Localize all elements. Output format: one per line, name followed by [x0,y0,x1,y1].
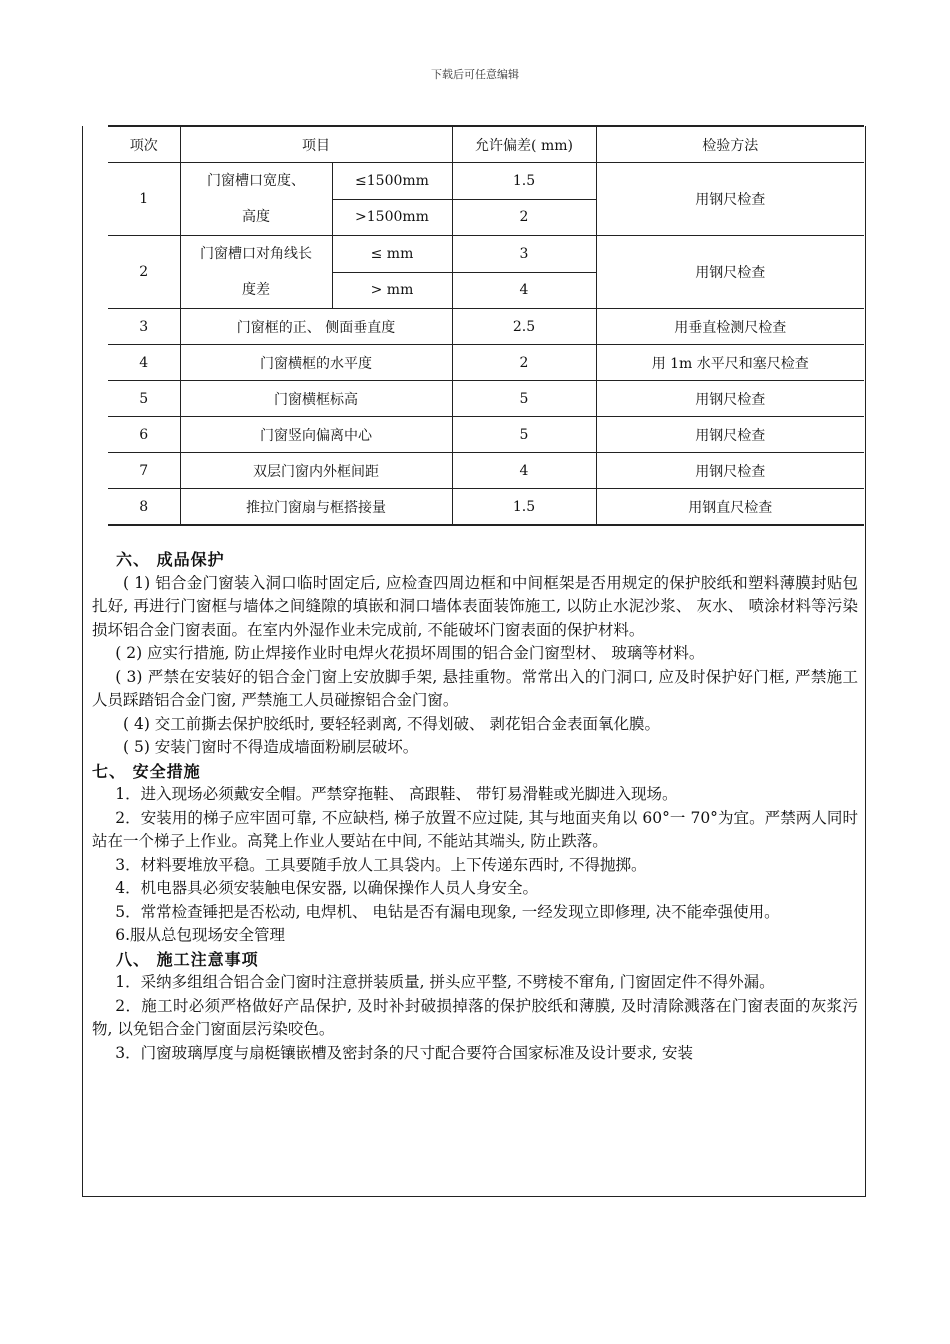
section-8-title: 八、 施工注意事项 [116,949,259,969]
row-item: 门窗横框标高 [180,381,452,417]
row-sub-item: ≤ mm [332,236,452,273]
row-tolerance: 4 [452,453,596,489]
section-6-title: 六、 成品保护 [116,550,225,569]
row-tolerance: 2 [452,199,596,236]
row-no: 8 [108,489,180,526]
row-item [180,236,332,309]
row-item: 门窗框的正、 侧面垂直度 [180,309,452,345]
table-row [108,345,864,381]
row-tolerance: 5 [452,381,596,417]
row-tolerance: 1.5 [452,489,596,526]
row-method: 用 1m 水平尺和塞尺检查 [596,345,864,381]
section-6-paragraph-2: ( 2) 应实行措施, 防止焊接作业时电焊火花损坏周围的铝合金门窗型材、 玻璃等材料。 [115,644,705,662]
section-7-paragraph-1: 1．进入现场必须戴安全帽。严禁穿拖鞋、 高跟鞋、 带钉易滑鞋或光脚进入现场。 [115,785,678,803]
row-no: 1 [108,163,180,236]
row-item: 双层门窗内外框间距 [180,453,452,489]
row-method: 用钢直尺检查 [596,489,864,526]
row-tolerance: 3 [452,236,596,273]
section-8-paragraph-2: 2．施工时必须严格做好产品保护, 及时补封破损掉落的保护胶纸和薄膜, 及时清除溅落在门窗表面的灰浆污物, 以免铝合金门窗面层污染咬色。 [92,996,858,1038]
row-method: 用垂直检测尺检查 [596,309,864,345]
row-item-line2: 高度 [242,209,270,225]
row-tolerance: 2.5 [452,309,596,345]
page-header: 下载后可任意编辑 [431,68,519,81]
row-method: 用钢尺检查 [596,163,864,236]
row-method: 用钢尺检查 [596,236,864,309]
section-6-paragraph-5: ( 5) 安装门窗时不得造成墙面粉刷层破坏。 [123,738,419,756]
row-no: 4 [108,345,180,381]
row-tolerance: 2 [452,345,596,381]
row-no: 2 [108,236,180,309]
section-6-paragraph-4: ( 4) 交工前撕去保护胶纸时, 要轻轻剥离, 不得划破、 剥花铝合金表面氧化膜。 [123,714,660,733]
row-item-line1: 门窗槽口宽度、 [207,173,305,189]
row-item-line1: 门窗槽口对角线长 [200,246,312,262]
row-item: 门窗竖向偏离中心 [180,417,452,453]
table-row [108,381,864,417]
section-7-paragraph-2: 2．安装用的梯子应牢固可靠, 不应缺档, 梯子放置不应过陡, 其与地面夹角以 60°一 70°为宜。严禁两人同时站在一个梯子上作业。高凳上作业人要站在中间, 不能站其端头, 防止跌落。 [92,808,858,850]
section-6-paragraph-1: ( 1) 铝合金门窗装入洞口临时固定后, 应检查四周边框和中间框架是否用规定的保护胶纸和塑料薄膜封贴包扎好, 再进行门窗框与墙体之间缝隙的填嵌和洞口墙体表面装饰施工, 以防止水泥沙浆、 灰水、 喷涂材料等污染损坏铝合金门窗表面。在室内外湿作业未完成前, 不能破坏门窗表面的保护材料。 [92,573,858,639]
document-body [92,548,858,1065]
row-no: 5 [108,381,180,417]
table-row [108,489,864,526]
table-row [108,417,864,453]
row-tolerance: 5 [452,417,596,453]
section-7-paragraph-3: 3．材料要堆放平稳。工具要随手放人工具袋内。上下传递东西时, 不得抛掷。 [115,855,647,874]
section-7-paragraph-4: 4．机电器具必须安装触电保安器, 以确保操作人员人身安全。 [115,879,538,897]
row-method: 用钢尺检查 [596,417,864,453]
table-header-row [108,126,864,163]
section-8-paragraph-1: 1．采纳多组组合铝合金门窗时注意拼装质量, 拼头应平整, 不劈棱不窜角, 门窗固定件不得外漏。 [115,973,775,991]
header-no: 项次 [108,126,180,163]
section-6-paragraph-3: ( 3) 严禁在安装好的铝合金门窗上安放脚手架, 悬挂重物。常常出入的门洞口, 应及时保护好门框, 严禁施工人员踩踏铝合金门窗, 严禁施工人员碰擦铝合金门窗。 [92,667,858,709]
tolerance-table [108,125,864,526]
table-row [108,453,864,489]
row-no: 7 [108,453,180,489]
row-method: 用钢尺检查 [596,381,864,417]
section-7-title: 七、 安全措施 [92,761,201,781]
row-item [180,163,332,236]
row-no: 6 [108,417,180,453]
row-tolerance: 1.5 [452,163,596,200]
row-item: 推拉门窗扇与框搭接量 [180,489,452,526]
row-sub-item: >1500mm [332,199,452,236]
table-row [108,236,864,273]
table-row [108,309,864,345]
header-item: 项目 [180,126,452,163]
header-tolerance: 允许偏差( mm) [452,126,596,163]
table-row [108,163,864,200]
section-8-paragraph-3: 3．门窗玻璃厚度与扇梃镶嵌槽及密封条的尺寸配合要符合国家标准及设计要求, 安装 [115,1043,693,1062]
row-item: 门窗横框的水平度 [180,345,452,381]
section-7-paragraph-6: 6.服从总包现场安全管理 [115,926,286,944]
section-7-paragraph-5: 5．常常检查锤把是否松动, 电焊机、 电钻是否有漏电现象, 一经发现立即修理, 决不能牵强使用。 [115,902,780,921]
row-sub-item: ≤1500mm [332,163,452,200]
row-no: 3 [108,309,180,345]
row-tolerance: 4 [452,272,596,309]
row-method: 用钢尺检查 [596,453,864,489]
row-item-line2: 度差 [242,282,270,298]
header-method: 检验方法 [596,126,864,163]
row-sub-item: > mm [332,272,452,309]
